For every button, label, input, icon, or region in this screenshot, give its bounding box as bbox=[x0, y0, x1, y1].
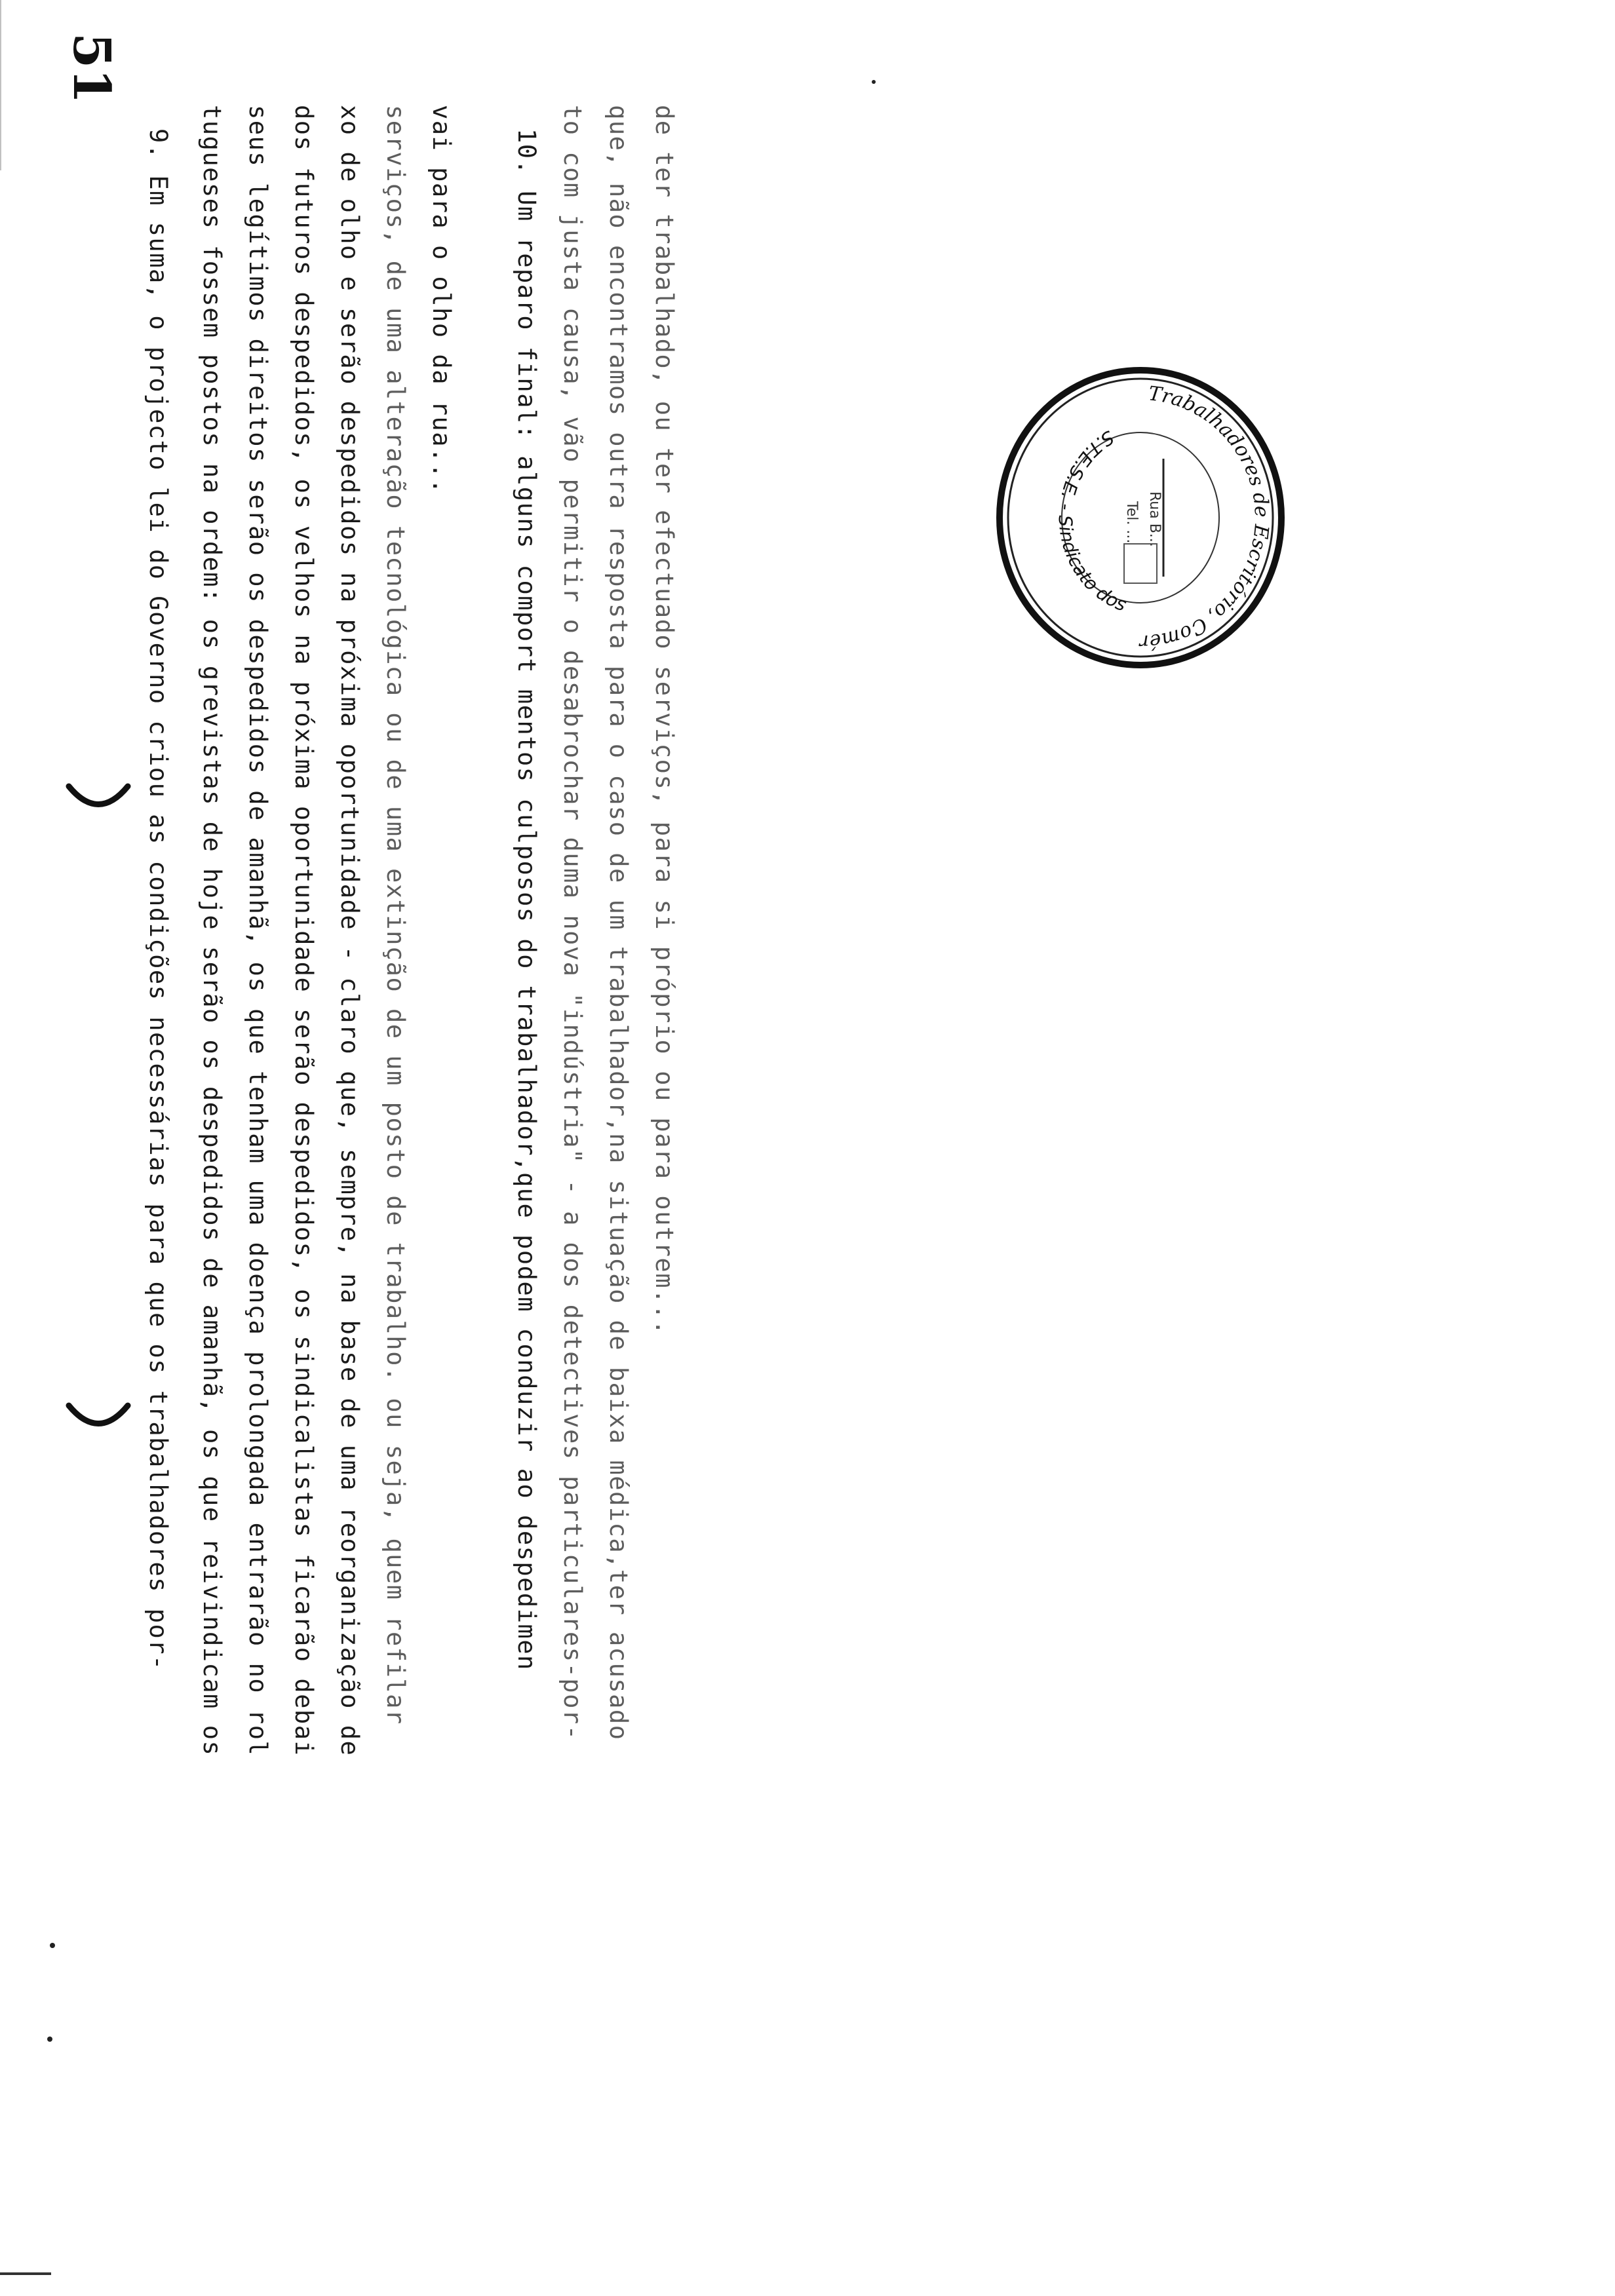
scan-edge-line bbox=[0, 0, 1, 170]
rotated-text-block bbox=[62, 0, 836, 2296]
handwritten-mark bbox=[62, 773, 134, 832]
paragraph-10-line-1: 10. Um reparo final: alguns comport mentos culposos do trabalhador,que podem conduzir ao despedimen bbox=[513, 128, 541, 1671]
paragraph-9-line-3: seus legítimos direitos serão os despedidos de amanhã, os que tenham uma doença prolongada entrarão no rol bbox=[244, 105, 272, 1757]
stamp-inner-line-1: Rua B... bbox=[1146, 491, 1163, 547]
paragraph-10-line-4: de ter trabalhado, ou ter efectuado serviços, para si próprio ou para outrem... bbox=[650, 105, 678, 1336]
stamp-bottom-textpath: S.T.E.S.E. - Sindicato dos bbox=[1054, 426, 1130, 616]
paragraph-9-line-4: dos futuros despedidos, os velhos na próxima oportunidade serão despedidos, os sindicalistas ficarão debai bbox=[290, 105, 318, 1757]
stamp-inner-line-2: Tel. ... bbox=[1123, 501, 1140, 544]
scan-dot bbox=[50, 1943, 55, 1948]
paragraph-9-line-5: xo de olho e serão despedidos na próxima oportunidade - claro que, sempre, na base de uma reorganização de bbox=[336, 105, 364, 1757]
union-stamp bbox=[983, 367, 1298, 668]
paragraph-9-line-2: tugueses fossem postos na ordem: os grevistas de hoje serão os despedidos de amanhã, os que reivindicam os bbox=[198, 105, 226, 1757]
paragraph-9-line-1: 9. Em suma, o projecto lei do Governo criou as condições necessárias para que os trabalhadores por- bbox=[144, 128, 172, 1671]
scan-edge-line bbox=[0, 2272, 51, 2275]
scan-dot bbox=[47, 2037, 52, 2042]
paragraph-9-line-7: vai para o olho da rua... bbox=[427, 105, 456, 495]
paragraph-10-line-2: to com justa causa, vão permitir o desabrochar duma nova "indústria" - a dos detectives particulares-por- bbox=[558, 105, 587, 1741]
page-number: 51 bbox=[62, 33, 121, 104]
stamp-outer-textpath: Trabalhadores de Escritório, Comér bbox=[1139, 382, 1274, 654]
paragraph-9-line-6: serviços, de uma alteração tecnológica ou de uma extinção de um posto de trabalho. ou seja, quem refilar bbox=[381, 105, 410, 1725]
paragraph-10-line-3: que, não encontramos outra resposta para o caso de um trabalhador,na situação de baixa médica,ter acusado bbox=[604, 105, 632, 1741]
stamp-bottom-text bbox=[1055, 426, 1130, 615]
scan-dot bbox=[872, 80, 876, 84]
handwritten-mark bbox=[62, 1392, 134, 1451]
